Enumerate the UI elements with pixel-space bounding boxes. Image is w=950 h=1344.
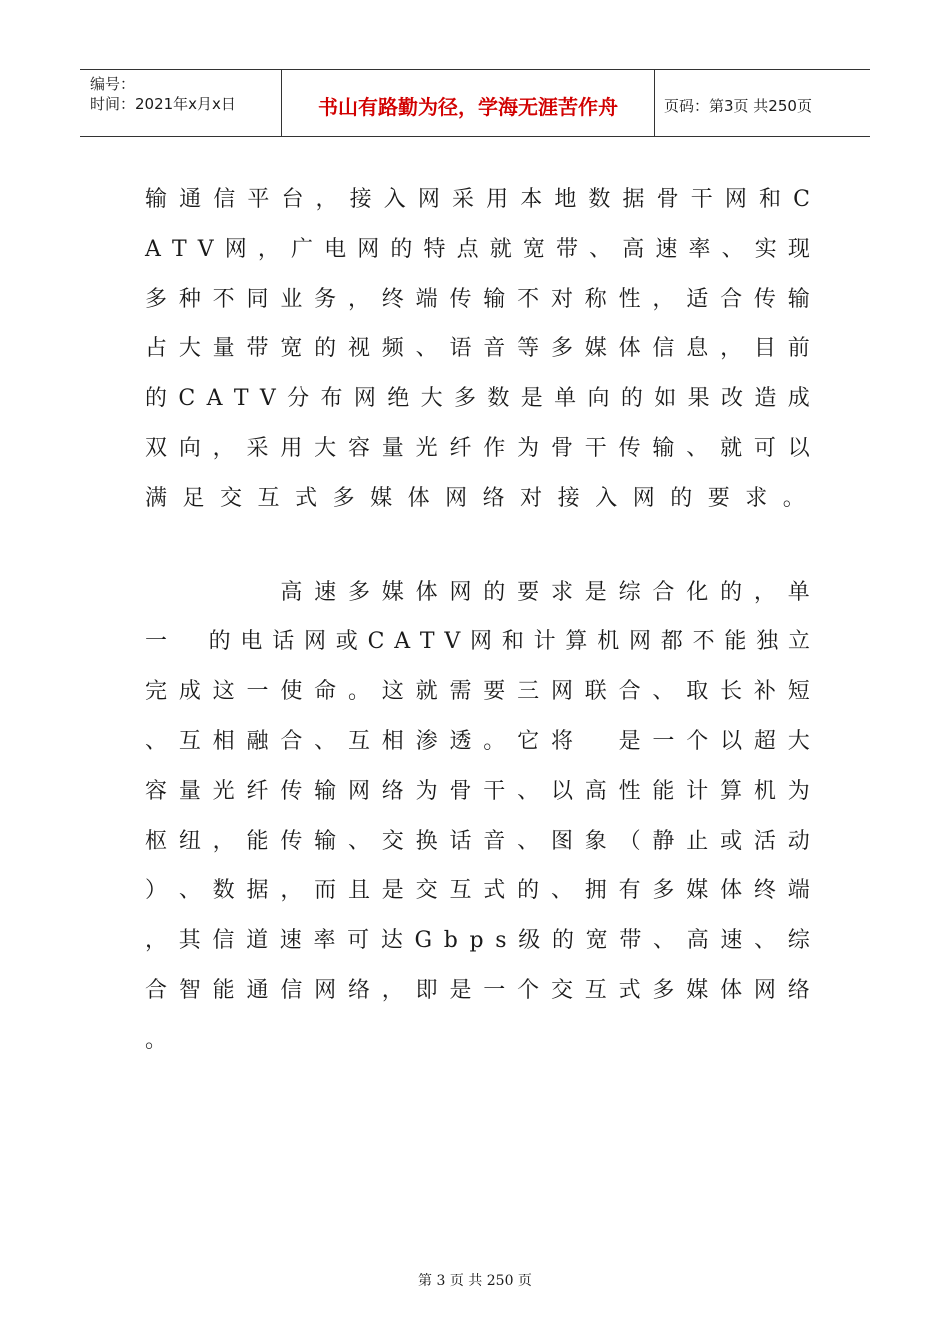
text-line: 的 C A T V 分 布 网 绝 大 多 数 是 单 向 的 如 果 改 造 成 xyxy=(145,386,810,412)
text-line: 满 足 交 互 式 多 媒 体 网 络 对 接 入 网 的 要 求 。 xyxy=(145,485,805,511)
document-number-label: 编号： xyxy=(90,75,136,93)
text-line: 双 向 ， 采 用 大 容 量 光 纤 作 为 骨 干 传 输 、 就 可 以 xyxy=(145,435,810,461)
text-line: 容 量 光 纤 传 输 网 络 为 骨 干 、 以 高 性 能 计 算 机 为 xyxy=(145,778,810,804)
text-line: 高 速 多 媒 体 网 的 要 求 是 综 合 化 的 ， 单 xyxy=(280,579,810,605)
paragraph xyxy=(145,180,810,529)
text-line: 一 的 电 话 网 或 C A T V 网 和 计 算 机 网 都 不 能 独 立 xyxy=(145,629,810,655)
page-footer: 第 3 页 共 250 页 xyxy=(418,1273,532,1289)
text-line: 合 智 能 通 信 网 络 ， 即 是 一 个 交 互 式 多 媒 体 网 络 xyxy=(145,977,810,1003)
text-line: 完 成 这 一 使 命 。 这 就 需 要 三 网 联 合 、 取 长 补 短 xyxy=(145,679,810,705)
text-line: ） 、 数 据 ， 而 且 是 交 互 式 的 、 拥 有 多 媒 体 终 端 xyxy=(145,878,810,904)
document-header xyxy=(80,69,870,137)
header-page-info: 页码：第3页 共250页 xyxy=(664,96,812,115)
text-line: 占 大 量 带 宽 的 视 频 、 语 音 等 多 媒 体 信 息 ， 目 前 xyxy=(145,336,810,362)
text-line: 、 互 相 融 合 、 互 相 渗 透 。 它 将 是 一 个 以 超 大 xyxy=(145,728,810,754)
text-line: A T V 网 ， 广 电 网 的 特 点 就 宽 带 、 高 速 率 、 实 现 xyxy=(145,236,810,262)
text-line: 输 通 信 平 台 ， 接 入 网 采 用 本 地 数 据 骨 干 网 和 C xyxy=(145,187,810,212)
document-body xyxy=(145,180,810,1071)
document-date: 时间：2021年x月x日 xyxy=(90,95,236,113)
text-line: 。 xyxy=(145,1027,168,1053)
text-line: ， 其 信 道 速 率 可 达 G b p s 级 的 宽 带 、 高 速 、 综 xyxy=(145,928,810,954)
paragraph-gap xyxy=(145,529,810,573)
header-motto: 书山有路勤为径，学海无涯苦作舟 xyxy=(282,70,655,136)
paragraph xyxy=(145,573,810,1071)
header-left-cell xyxy=(80,70,282,136)
text-line: 枢 纽 ， 能 传 输 、 交 换 话 音 、 图 象 （ 静 止 或 活 动 xyxy=(145,828,810,854)
text-line: 多 种 不 同 业 务 ， 终 端 传 输 不 对 称 性 ， 适 合 传 输 xyxy=(145,286,810,312)
